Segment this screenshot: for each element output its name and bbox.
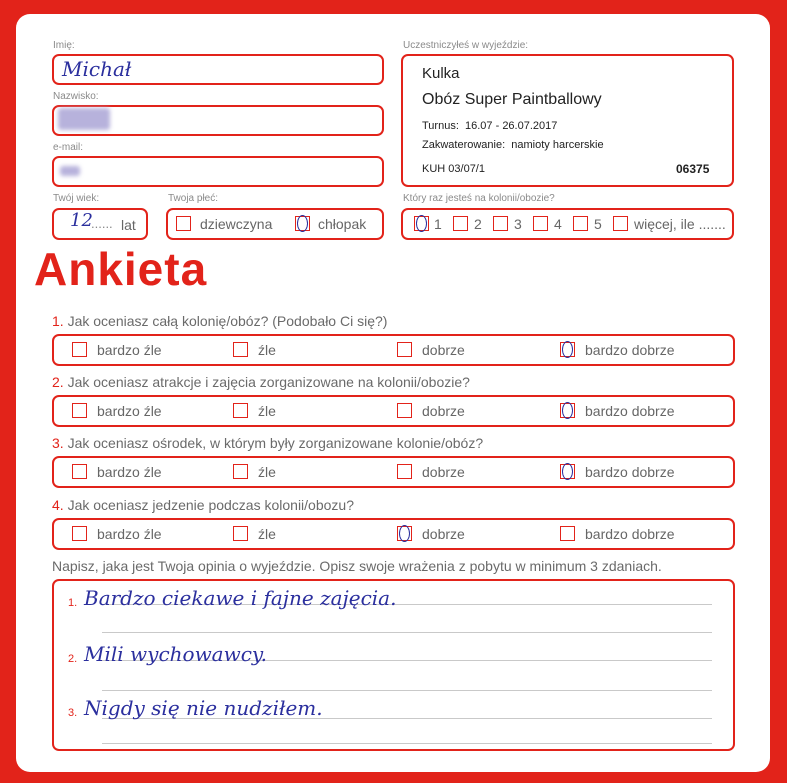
question-1-checkbox-4[interactable] — [560, 342, 575, 357]
term-value: 16.07 - 26.07.2017 — [465, 120, 558, 132]
question-2-checkbox-1[interactable] — [72, 403, 87, 418]
checkbox-female[interactable] — [176, 216, 191, 231]
question-1-option-label: źle — [258, 342, 276, 358]
ruled-line — [102, 632, 712, 633]
question-2-option-label: źle — [258, 403, 276, 419]
camp-number: 06375 — [676, 162, 710, 176]
opinion-line-number: 3. — [68, 707, 78, 719]
question-3-text — [52, 435, 483, 451]
question-1-option-label: bardzo źle — [97, 342, 162, 358]
question-label: Jak oceniasz ośrodek, w którym były zorganizowane kolonie/obóz? — [67, 435, 484, 451]
opinion-line-text: Mili wychowawcy. — [84, 642, 267, 666]
question-1-checkbox-2[interactable] — [233, 342, 248, 357]
times-checkbox-4[interactable] — [533, 216, 548, 231]
lodging-label: Zakwaterowanie: — [422, 139, 506, 151]
times-checkbox-5[interactable] — [573, 216, 588, 231]
sex-label: Twoja płeć: — [168, 193, 219, 204]
survey-title: Ankieta — [34, 243, 208, 295]
question-1-text — [52, 313, 387, 329]
name-label: Imię: — [53, 40, 75, 51]
option-female-label: dziewczyna — [200, 216, 273, 232]
camp-lodging — [422, 139, 604, 151]
camp-title: Obóz Super Paintballowy — [422, 91, 602, 108]
opinion-line-number: 2. — [68, 653, 78, 665]
times-label-1: 1 — [434, 216, 442, 232]
times-checkbox-3[interactable] — [493, 216, 508, 231]
question-2-checkbox-2[interactable] — [233, 403, 248, 418]
question-2-checkbox-4[interactable] — [560, 403, 575, 418]
question-1-checkbox-1[interactable] — [72, 342, 87, 357]
camp-label: Uczestniczyłeś w wyjeździe: — [403, 40, 529, 51]
times-more-label: więcej, ile ....... — [634, 216, 726, 232]
question-number: 1. — [52, 313, 64, 329]
question-number: 4. — [52, 497, 64, 513]
age-unit: lat — [121, 217, 136, 233]
question-2-option-label: bardzo źle — [97, 403, 162, 419]
camp-code: KUH 03/07/1 — [422, 163, 485, 175]
question-2-option-label: bardzo dobrze — [585, 403, 675, 419]
question-4-checkbox-3[interactable] — [397, 526, 412, 541]
opinion-prompt: Napisz, jaka jest Twoja opinia o wyjeździe. Opisz swoje wrażenia z pobytu w minimum 3 zdaniach. — [52, 558, 662, 574]
email-label: e-mail: — [53, 142, 84, 153]
camp-name: Kulka — [422, 65, 460, 82]
name-value: Michał — [62, 57, 132, 81]
opinion-line-text: Nigdy się nie nudziłem. — [84, 696, 323, 720]
times-label: Który raz jesteś na kolonii/obozie? — [403, 193, 555, 204]
ruled-line — [102, 690, 712, 691]
question-label: Jak oceniasz atrakcje i zajęcia zorganizowane na kolonii/obozie? — [67, 374, 470, 390]
times-label-4: 4 — [554, 216, 562, 232]
times-checkbox-more[interactable] — [613, 216, 628, 231]
age-dots: ...... — [91, 216, 113, 231]
surname-label: Nazwisko: — [53, 91, 99, 102]
question-4-checkbox-2[interactable] — [233, 526, 248, 541]
question-number: 3. — [52, 435, 64, 451]
question-number: 2. — [52, 374, 64, 390]
question-1-option-label: bardzo dobrze — [585, 342, 675, 358]
times-checkbox-1[interactable] — [414, 216, 429, 231]
camp-term — [422, 120, 557, 132]
times-checkbox-2[interactable] — [453, 216, 468, 231]
question-4-option-label: dobrze — [422, 526, 465, 542]
question-3-option-label: bardzo źle — [97, 464, 162, 480]
question-2-text — [52, 374, 470, 390]
question-3-option-label: dobrze — [422, 464, 465, 480]
ruled-line — [102, 743, 712, 744]
question-3-option-label: bardzo dobrze — [585, 464, 675, 480]
email-field[interactable] — [52, 156, 384, 187]
question-2-checkbox-3[interactable] — [397, 403, 412, 418]
times-label-3: 3 — [514, 216, 522, 232]
opinion-line-text: Bardzo ciekawe i fajne zajęcia. — [84, 586, 397, 610]
question-1-checkbox-3[interactable] — [397, 342, 412, 357]
question-3-checkbox-2[interactable] — [233, 464, 248, 479]
question-4-checkbox-4[interactable] — [560, 526, 575, 541]
question-4-option-label: bardzo źle — [97, 526, 162, 542]
age-value: 12 — [70, 210, 93, 231]
surname-redaction — [58, 108, 110, 130]
question-2-option-label: dobrze — [422, 403, 465, 419]
question-4-option-label: bardzo dobrze — [585, 526, 675, 542]
question-3-option-label: źle — [258, 464, 276, 480]
age-label: Twój wiek: — [53, 193, 100, 204]
question-label: Jak oceniasz całą kolonię/obóz? (Podobało Ci się?) — [67, 313, 388, 329]
question-4-text — [52, 497, 354, 513]
times-label-2: 2 — [474, 216, 482, 232]
question-3-checkbox-1[interactable] — [72, 464, 87, 479]
question-1-option-label: dobrze — [422, 342, 465, 358]
option-male-label: chłopak — [318, 216, 367, 232]
checkbox-male[interactable] — [295, 216, 310, 231]
lodging-value: namioty harcerskie — [511, 139, 604, 151]
email-redaction — [60, 166, 80, 176]
question-3-checkbox-4[interactable] — [560, 464, 575, 479]
term-label: Turnus: — [422, 120, 459, 132]
question-3-checkbox-3[interactable] — [397, 464, 412, 479]
question-label: Jak oceniasz jedzenie podczas kolonii/obozu? — [67, 497, 354, 513]
question-4-checkbox-1[interactable] — [72, 526, 87, 541]
times-label-5: 5 — [594, 216, 602, 232]
question-4-option-label: źle — [258, 526, 276, 542]
opinion-line-number: 1. — [68, 597, 78, 609]
